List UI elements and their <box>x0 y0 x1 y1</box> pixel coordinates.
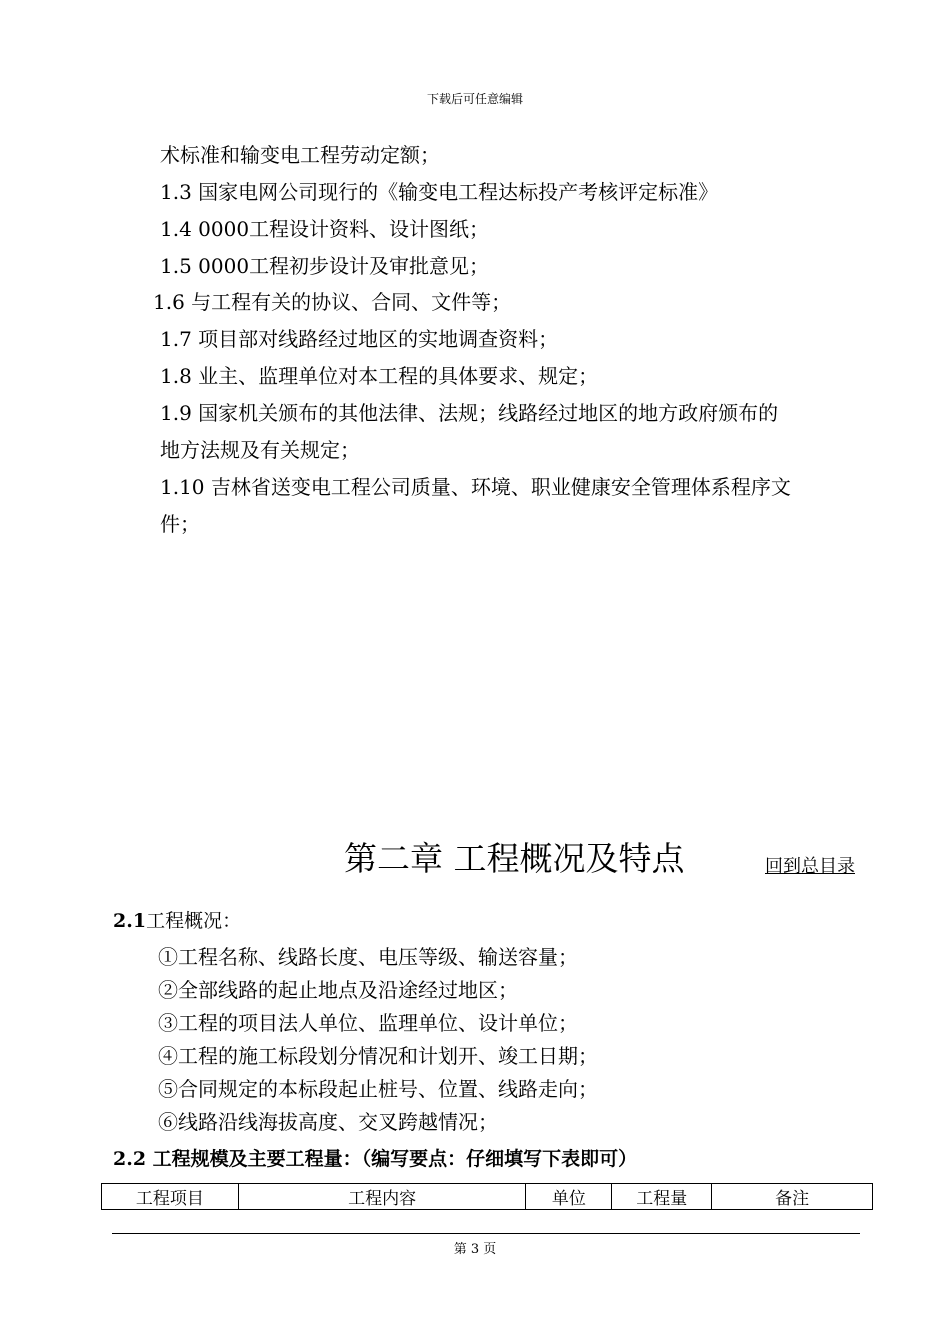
footer-divider <box>112 1233 860 1234</box>
intro-line-8: 1.9 国家机关颁布的其他法律、法规；线路经过地区的地方政府颁布的 <box>160 401 779 425</box>
overview-item-6: ⑥线路沿线海拔高度、交叉跨越情况； <box>158 1110 498 1134</box>
section-2-1-title: 工程概况： <box>146 910 242 932</box>
section-2-1-number: 2.1 <box>113 910 147 932</box>
overview-item-3: ③工程的项目法人单位、监理单位、设计单位； <box>158 1011 578 1035</box>
back-to-toc-link[interactable]: 回到总目录 <box>765 856 855 877</box>
section-2-1-heading <box>113 908 241 934</box>
section-2-2-heading: 2.2 工程规模及主要工程量：（编写要点：仔细填写下表即可） <box>113 1148 638 1170</box>
intro-line-1: 术标准和输变电工程劳动定额； <box>160 143 440 167</box>
intro-line-5: 1.6 与工程有关的协议、合同、文件等； <box>153 290 512 314</box>
engineering-quantity-table <box>101 1183 873 1210</box>
col-header-unit: 单位 <box>526 1184 612 1210</box>
intro-line-2: 1.3 国家电网公司现行的《输变电工程达标投产考核评定标准》 <box>160 180 719 204</box>
overview-item-2: ②全部线路的起止地点及沿途经过地区； <box>158 978 518 1002</box>
intro-line-4: 1.5 0000工程初步设计及审批意见； <box>160 254 490 278</box>
chapter-title: 第二章 工程概况及特点 <box>344 839 685 878</box>
overview-item-5: ⑤合同规定的本标段起止桩号、位置、线路走向； <box>158 1077 598 1101</box>
col-header-project: 工程项目 <box>102 1184 239 1210</box>
intro-line-10: 1.10 吉林省送变电工程公司质量、环境、职业健康安全管理体系程序文 <box>160 475 791 499</box>
intro-line-9: 地方法规及有关规定； <box>160 438 360 462</box>
col-header-content: 工程内容 <box>238 1184 526 1210</box>
intro-line-3: 1.4 0000工程设计资料、设计图纸； <box>160 217 490 241</box>
col-header-quantity: 工程量 <box>612 1184 712 1210</box>
intro-line-6: 1.7 项目部对线路经过地区的实地调查资料； <box>160 327 559 351</box>
page-number: 第 3 页 <box>453 1242 497 1257</box>
header-note: 下载后可任意编辑 <box>426 92 523 106</box>
overview-item-1: ①工程名称、线路长度、电压等级、输送容量； <box>158 945 578 969</box>
intro-line-11: 件； <box>160 512 200 536</box>
intro-line-7: 1.8 业主、监理单位对本工程的具体要求、规定； <box>160 364 599 388</box>
col-header-remarks: 备注 <box>712 1184 873 1210</box>
overview-item-4: ④工程的施工标段划分情况和计划开、竣工日期； <box>158 1044 598 1068</box>
table-header-row <box>102 1184 873 1210</box>
